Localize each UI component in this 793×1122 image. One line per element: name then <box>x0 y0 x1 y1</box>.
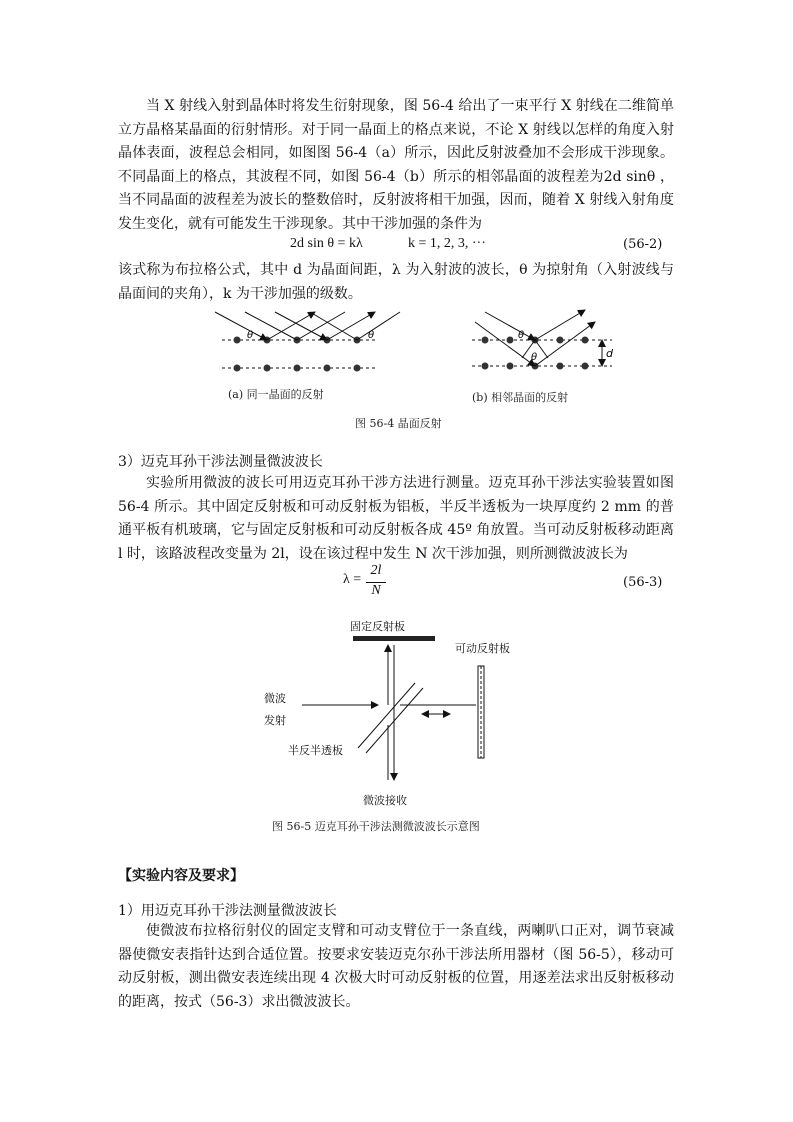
paragraph-michelson: 实验所用微波的波长可用迈克耳孙干涉方法进行测量。迈克耳孙干涉法实验装置如图 56-4 所示。其中固定反射板和可动反射板为铝板，半反半透板为一块厚度约 2 mm 的普通平板有机玻璃，它与固定反射板和可动反射板各成 45º 角放置。当可动反射板移动距离 l 时，该路波程改变量为 2l，设在该过程中发生 N 次干涉加强，则所测微波波长为 <box>118 475 674 562</box>
paragraph-bragg-intro: 当 X 射线入射到晶体时将发生衍射现象，图 56-4 给出了一束平行 X 射线在二维简单立方晶格某晶面的衍射情形。对于同一晶面上的格点来说，不论 X 射线以怎样的角度入射晶体表面，波程总会相同，如图图 56-4（a）所示，因此反射波叠加不会形成干涉现象。不同晶面上的格点，其波程不同，如图 56-4（b）所示的相邻晶面的波程差为2d sinθ ，当不同晶面的波程差为波长的整数倍时，反射波将相干加强，因而，随着 X 射线入射角度发生变化，就有可能发生干涉现象。其中干涉加强的条件为 <box>118 98 674 232</box>
equation-denominator: N <box>371 583 381 598</box>
paragraph-bragg-definition: 该式称为布拉格公式，其中 d 为晶面间距，λ 为入射波的波长，θ 为掠射角（入射波线与晶面间的夹角），k 为干涉加强的级数。 <box>118 262 674 302</box>
subheading-michelson: 3）迈克耳孙干涉法测量微波波长 <box>118 454 323 470</box>
equation-numerator: 2l <box>370 563 382 578</box>
theta-label-b1: θ <box>518 330 525 341</box>
bragg-k-values: k = 1, 2, 3, ··· <box>408 236 486 251</box>
movable-reflector-label: 可动反射板 <box>455 642 510 655</box>
diagram-b-adjacent-planes <box>472 310 614 370</box>
diagram-a-same-plane <box>215 312 400 372</box>
theta-label-a1: θ <box>247 330 254 341</box>
beam-splitter-plate <box>358 683 423 753</box>
theta-label-a2: θ <box>368 330 375 341</box>
figure-56-5-caption: 图 56-5 迈克耳孙干涉法测微波波长示意图 <box>272 820 480 833</box>
figure-56-4-caption: 图 56-4 晶面反射 <box>355 417 442 430</box>
section-heading-experiment: 【实验内容及要求】 <box>118 868 244 884</box>
bragg-equation: 2d sin θ = kλ <box>290 236 363 251</box>
receiver-label: 微波接收 <box>363 794 407 807</box>
theta-label-b2: θ <box>531 352 538 363</box>
emitter-label-line2: 发射 <box>264 714 286 727</box>
d-label: d <box>606 347 613 360</box>
figure-56-4b-caption: (b) 相邻晶面的反射 <box>472 391 569 404</box>
paragraph-task-1: 使微波布拉格衍射仪的固定支臂和可动支臂位于一条直线，两喇叭口正对，调节衰减器使微安表指针达到合适位置。按要求安装迈克尔孙干涉法所用器材（图 56-5），移动可动反射板，测出微安表连续出现 4 次极大时可动反射板的位置，用逐差法求出反射板移动的距离，按式（56-3）求出微波波长。 <box>118 923 674 1010</box>
fixed-reflector-plate <box>353 636 435 641</box>
equation-number-56-2: (56-2) <box>623 237 663 252</box>
emitter-label-line1: 微波 <box>264 692 286 705</box>
fixed-reflector-label: 固定反射板 <box>350 620 405 633</box>
subheading-task-1: 1）用迈克耳孙干涉法测量微波波长 <box>118 903 337 919</box>
equation-number-56-3: (56-3) <box>623 575 663 590</box>
equation-lambda-lhs: λ = <box>343 572 362 587</box>
beam-splitter-label: 半反半透板 <box>288 744 343 757</box>
figure-56-4a-caption: (a) 同一晶面的反射 <box>228 388 324 401</box>
